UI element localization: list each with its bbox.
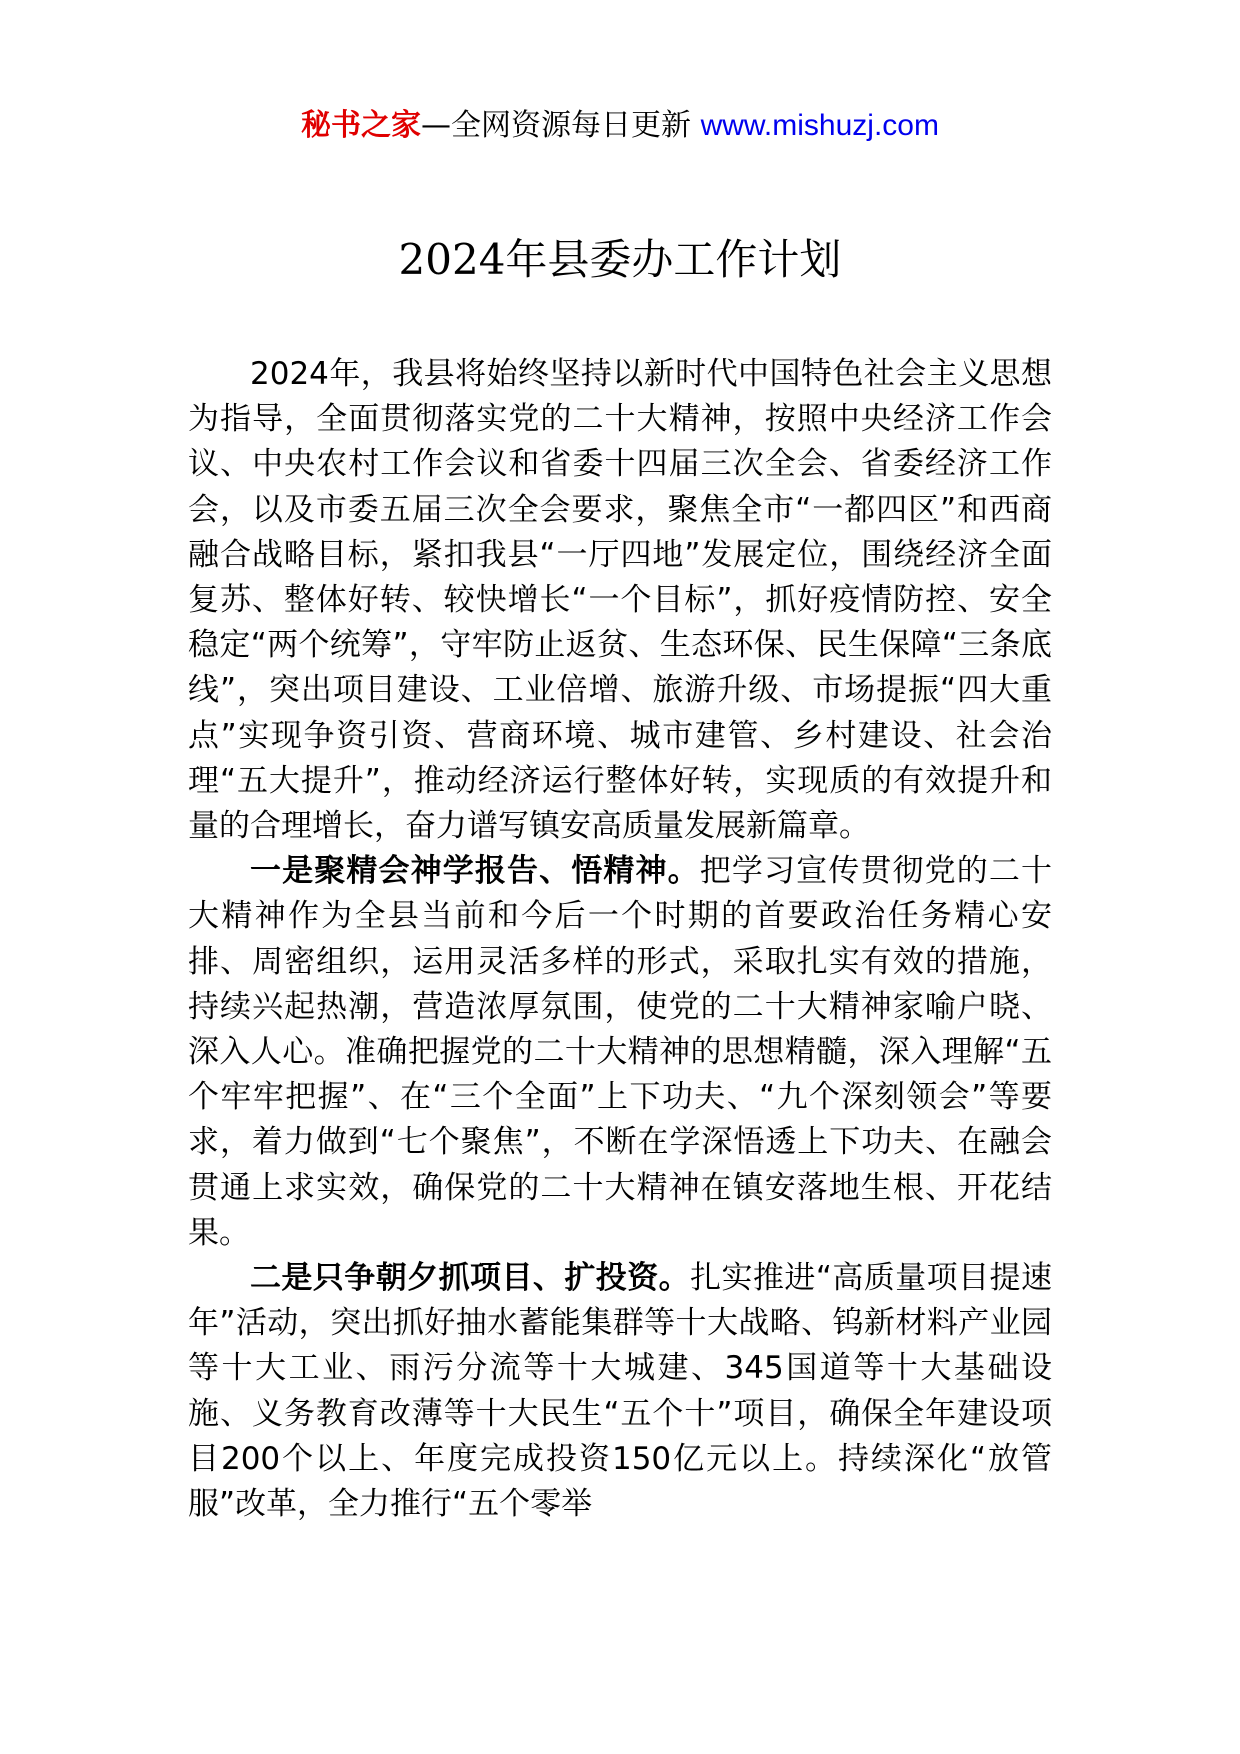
- site-name: 秘书之家: [301, 108, 422, 143]
- paragraph-text: 2024年，我县将始终坚持以新时代中国特色社会主义思想为指导，全面贯彻落实党的二十大精神，按照中央经济工作会议、中央农村工作会议和省委十四届三次全会、省委经济工作会，以及市委五届三次全会要求，聚焦全市“一都四区”和西商融合战略目标，紧扣我县“一厅四地”发展定位，围绕经济全面复苏、整体好转、较快增长“一个目标”，抓好疫情防控、安全稳定“两个统筹”，守牢防止返贫、生态环保、民生保障“三条底线”，突出项目建设、工业倍增、旅游升级、市场提振“四大重点”实现争资引资、营商环境、城市建管、乡村建设、社会治理“五大提升”，推动经济运行整体好转，实现质的有效提升和量的合理增长，奋力谱写镇安高质量发展新篇章。: [188, 356, 1052, 845]
- paragraph-text: 把学习宣传贯彻党的二十大精神作为全县当前和今后一个时期的首要政治任务精心安排、周密组织，运用灵活多样的形式，采取扎实有效的措施，持续兴起热潮，营造浓厚氛围，使党的二十大精神家喻户晓、深入人心。准确把握党的二十大精神的思想精髓，深入理解“五个牢牢把握”、在“三个全面”上下功夫、“九个深刻领会”等要求，着力做到“七个聚焦”，不断在学深悟透上下功夫、在融会贯通上求实效，确保党的二十大精神在镇安落地生根、开花结果。: [188, 853, 1052, 1251]
- paragraph-lead: 二是只争朝夕抓项目、扩投资。: [250, 1260, 691, 1297]
- paragraph-item-1: [188, 849, 1052, 1256]
- paragraph-item-2: [188, 1256, 1052, 1527]
- site-header-banner: [0, 104, 1240, 148]
- document-body: [188, 352, 1052, 1527]
- site-url-link[interactable]: www.mishuzj.com: [700, 109, 939, 142]
- paragraph-lead: 一是聚精会神学报告、悟精神。: [250, 853, 700, 890]
- document-title: 2024年县委办工作计划: [398, 235, 842, 284]
- site-tagline: —全网资源每日更新: [421, 108, 692, 143]
- paragraph-text: 扎实推进“高质量项目提速年”活动，突出抓好抽水蓄能集群等十大战略、钨新材料产业园等十大工业、雨污分流等十大城建、345国道等十大基础设施、义务教育改薄等十大民生“五个十”项目，确保全年建设项目200个以上、年度完成投资150亿元以上。持续深化“放管服”改革，全力推行“五个零举: [188, 1260, 1052, 1523]
- paragraph-intro: [188, 352, 1052, 849]
